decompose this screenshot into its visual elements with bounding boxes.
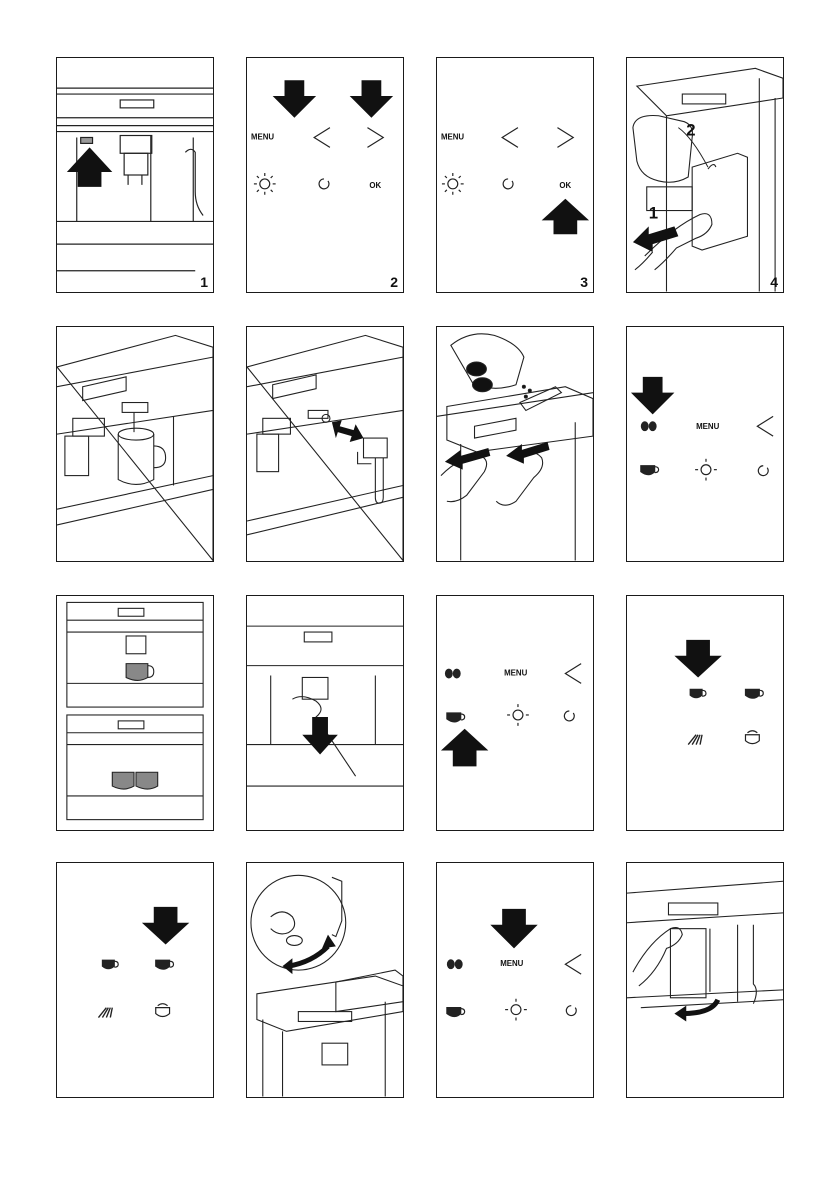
cup-icon <box>102 960 118 968</box>
panel-8 <box>626 326 784 562</box>
water-tank-illustration <box>627 58 783 292</box>
svg-text:OK: OK <box>559 180 572 190</box>
sun-icon <box>505 999 527 1021</box>
cappuccino-icon <box>156 1004 170 1017</box>
coffee-beans-icon <box>641 421 657 431</box>
panel-9 <box>56 595 214 831</box>
arrow-down-icon <box>490 909 537 948</box>
panel-7 <box>436 326 594 562</box>
svg-text:MENU: MENU <box>500 959 524 969</box>
machine-front-illustration <box>57 58 213 292</box>
panel-number: 3 <box>580 274 588 290</box>
arrow-down-icon <box>302 717 338 755</box>
panel-14 <box>246 862 404 1098</box>
svg-text:MENU: MENU <box>504 668 528 678</box>
steam-icon <box>688 735 702 745</box>
sun-icon <box>507 704 529 726</box>
control-panel-illustration <box>437 596 593 830</box>
arrow-down-icon <box>674 640 721 678</box>
milk-nozzle-illustration <box>247 327 403 561</box>
svg-text:2: 2 <box>686 120 696 140</box>
beverage-select-illustration <box>627 596 783 830</box>
control-panel-illustration <box>627 327 783 561</box>
sun-icon <box>254 173 276 195</box>
sun-icon <box>695 459 717 481</box>
panel-number: 2 <box>390 274 398 290</box>
arrow-down-icon <box>631 377 674 415</box>
double-cup-icon <box>745 689 763 698</box>
panel-3 <box>436 57 594 293</box>
panel-5 <box>56 326 214 562</box>
arrow-down-icon <box>142 907 189 945</box>
double-cup-icon <box>447 1008 465 1017</box>
panel-4 <box>626 57 784 293</box>
coffee-beans-icon <box>447 959 463 969</box>
double-arrow-icon <box>332 420 364 442</box>
control-panel-illustration <box>437 863 593 1097</box>
bean-container-illustration <box>437 327 593 561</box>
cup-icon <box>690 689 706 697</box>
double-cup-icon <box>447 713 465 722</box>
svg-text:1: 1 <box>648 203 659 223</box>
control-panel-illustration <box>247 58 403 292</box>
panel-12 <box>626 595 784 831</box>
panel-number: 1 <box>200 274 208 290</box>
panel-number: 4 <box>770 274 778 290</box>
drip-tray-illustration <box>627 863 783 1097</box>
spout-adjust-illustration <box>247 596 403 830</box>
arrow-left-icon <box>633 226 678 252</box>
arrow-down-icon <box>273 80 316 118</box>
double-cup-icon <box>641 466 659 475</box>
arrow-down-icon <box>350 80 393 118</box>
svg-text:MENU: MENU <box>696 422 720 432</box>
panel-1 <box>56 57 214 293</box>
panel-13 <box>56 862 214 1098</box>
double-cup-icon <box>156 960 174 969</box>
arrow-up-icon <box>67 147 112 186</box>
steam-icon <box>98 1008 112 1018</box>
arrow-up-icon <box>441 729 488 767</box>
refresh-icon <box>503 179 513 189</box>
rotate-arrow-icon <box>682 1000 718 1014</box>
refresh-icon <box>566 1006 576 1016</box>
grinder-setting-illustration <box>247 863 403 1097</box>
svg-text:MENU: MENU <box>440 132 465 142</box>
cappuccino-icon <box>745 731 759 744</box>
cup-position-illustration <box>57 596 213 830</box>
beverage-select-illustration <box>57 863 213 1097</box>
panel-6 <box>246 326 404 562</box>
refresh-icon <box>564 711 574 721</box>
control-panel-illustration <box>437 58 593 292</box>
panel-16 <box>626 862 784 1098</box>
refresh-icon <box>758 466 768 476</box>
coffee-beans-icon <box>445 669 461 679</box>
refresh-icon <box>319 179 329 189</box>
svg-text:OK: OK <box>369 180 382 190</box>
svg-text:MENU: MENU <box>250 132 275 142</box>
arrow-up-icon <box>542 199 589 235</box>
milk-cup-illustration <box>57 327 213 561</box>
sun-icon <box>442 173 464 195</box>
panel-11 <box>436 595 594 831</box>
panel-15 <box>436 862 594 1098</box>
panel-2 <box>246 57 404 293</box>
panel-10 <box>246 595 404 831</box>
